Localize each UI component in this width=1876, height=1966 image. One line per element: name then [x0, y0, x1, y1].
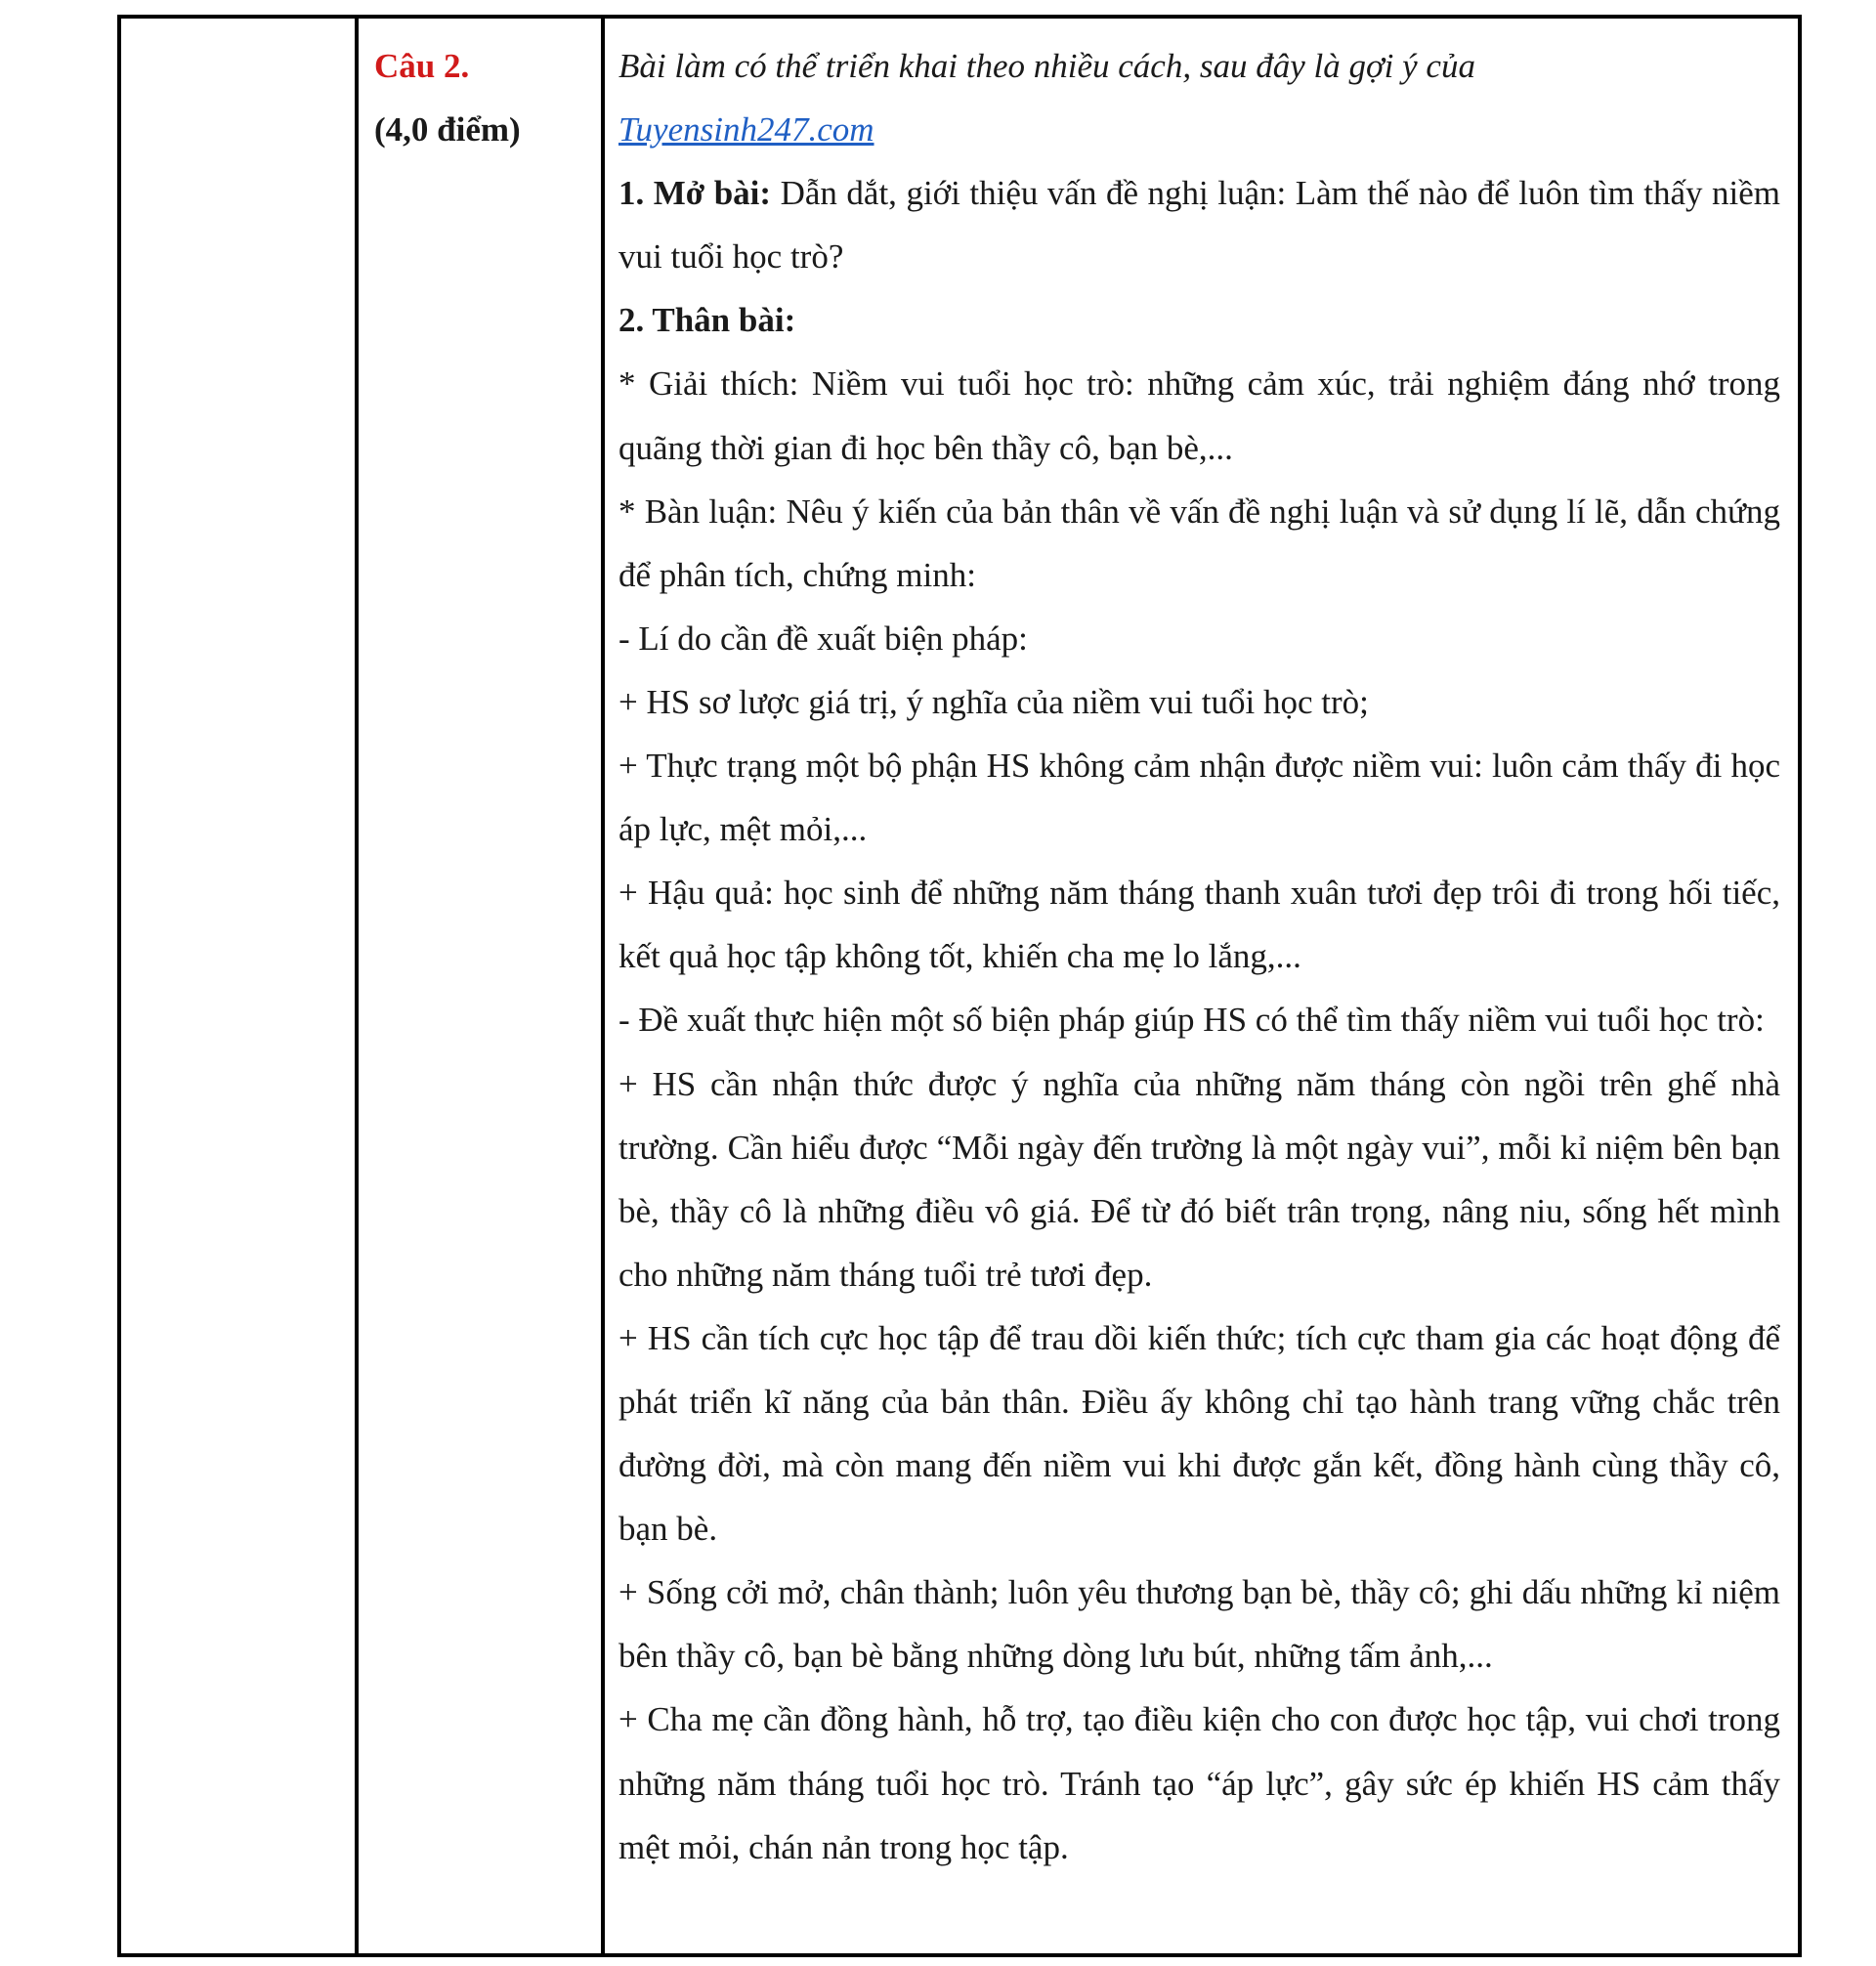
mo-bai-text: Dẫn dắt, giới thiệu vấn đề nghị luận: Làm thế nào để luôn tìm thấy niềm vui tuổi học trò?	[618, 174, 1781, 277]
body-paragraph: + Hậu quả: học sinh để những năm tháng thanh xuân tươi đẹp trôi đi trong hối tiếc, kết quả học tập không tốt, khiến cha mẹ lo lắng,...	[618, 874, 1780, 976]
body-paragraph: - Lí do cần đề xuất biện pháp:	[618, 619, 1028, 658]
intro-paragraph	[618, 34, 1780, 161]
answer-cell	[603, 17, 1800, 1955]
source-link[interactable]: Tuyensinh247.com	[618, 110, 874, 150]
question-cell	[357, 17, 603, 1955]
body-paragraph: + HS cần nhận thức được ý nghĩa của những năm tháng còn ngồi trên ghế nhà trường. Cần hiểu được “Mỗi ngày đến trường là một ngày vui”, mỗi kỉ niệm bên bạn bè, thầy cô là những điều vô giá. Để từ đó biết trân trọng, nâng niu, sống hết mình cho những năm tháng tuổi trẻ tươi đẹp.	[618, 1064, 1780, 1294]
question-title: Câu 2.	[374, 47, 470, 85]
table-row	[119, 17, 1800, 1955]
body-paragraph: * Giải thích: Niềm vui tuổi học trò: những cảm xúc, trải nghiệm đáng nhớ trong quãng thời gian đi học bên thầy cô, bạn bè,...	[618, 364, 1780, 467]
than-bai-heading: 2. Thân bài:	[618, 301, 796, 340]
empty-cell	[119, 17, 357, 1955]
body-paragraph: + HS sơ lược giá trị, ý nghĩa của niềm vui tuổi học trò;	[618, 682, 1369, 721]
body-paragraph: + HS cần tích cực học tập để trau dồi kiến thức; tích cực tham gia các hoạt động để phát triển kĩ năng của bản thân. Điều ấy không chỉ tạo hành trang vững chắc trên đường đời, mà còn mang đến niềm vui khi được gắn kết, đồng hành cùng thầy cô, bạn bè.	[618, 1318, 1780, 1549]
body-paragraph: * Bàn luận: Nêu ý kiến của bản thân về vấn đề nghị luận và sử dụng lí lẽ, dẫn chứng để phân tích, chứng minh:	[618, 492, 1780, 594]
body-paragraph: - Đề xuất thực hiện một số biện pháp giúp HS có thể tìm thấy niềm vui tuổi học trò:	[618, 1001, 1765, 1040]
mo-bai-label: 1. Mở bài:	[618, 174, 772, 213]
body-paragraph: + Cha mẹ cần đồng hành, hỗ trợ, tạo điều kiện cho con được học tập, vui chơi trong những năm tháng tuổi học trò. Tránh tạo “áp lực”, gây sức ép khiến HS cảm thấy mệt mỏi, chán nản trong học tập.	[618, 1700, 1780, 1866]
answer-body	[605, 19, 1798, 1879]
body-paragraph: + Sống cởi mở, chân thành; luôn yêu thương bạn bè, thầy cô; ghi dấu những kỉ niệm bên thầy cô, bạn bè bằng những dòng lưu bút, những tấm ảnh,...	[618, 1573, 1780, 1676]
body-paragraph: + Thực trạng một bộ phận HS không cảm nhận được niềm vui: luôn cảm thấy đi học áp lực, mệt mỏi,...	[618, 747, 1780, 849]
mo-bai-paragraph	[618, 161, 1780, 288]
answer-table	[117, 15, 1802, 1957]
intro-text: Bài làm có thể triển khai theo nhiều cách, sau đây là gợi ý của	[618, 47, 1475, 85]
question-score: (4,0 điểm)	[374, 110, 521, 149]
